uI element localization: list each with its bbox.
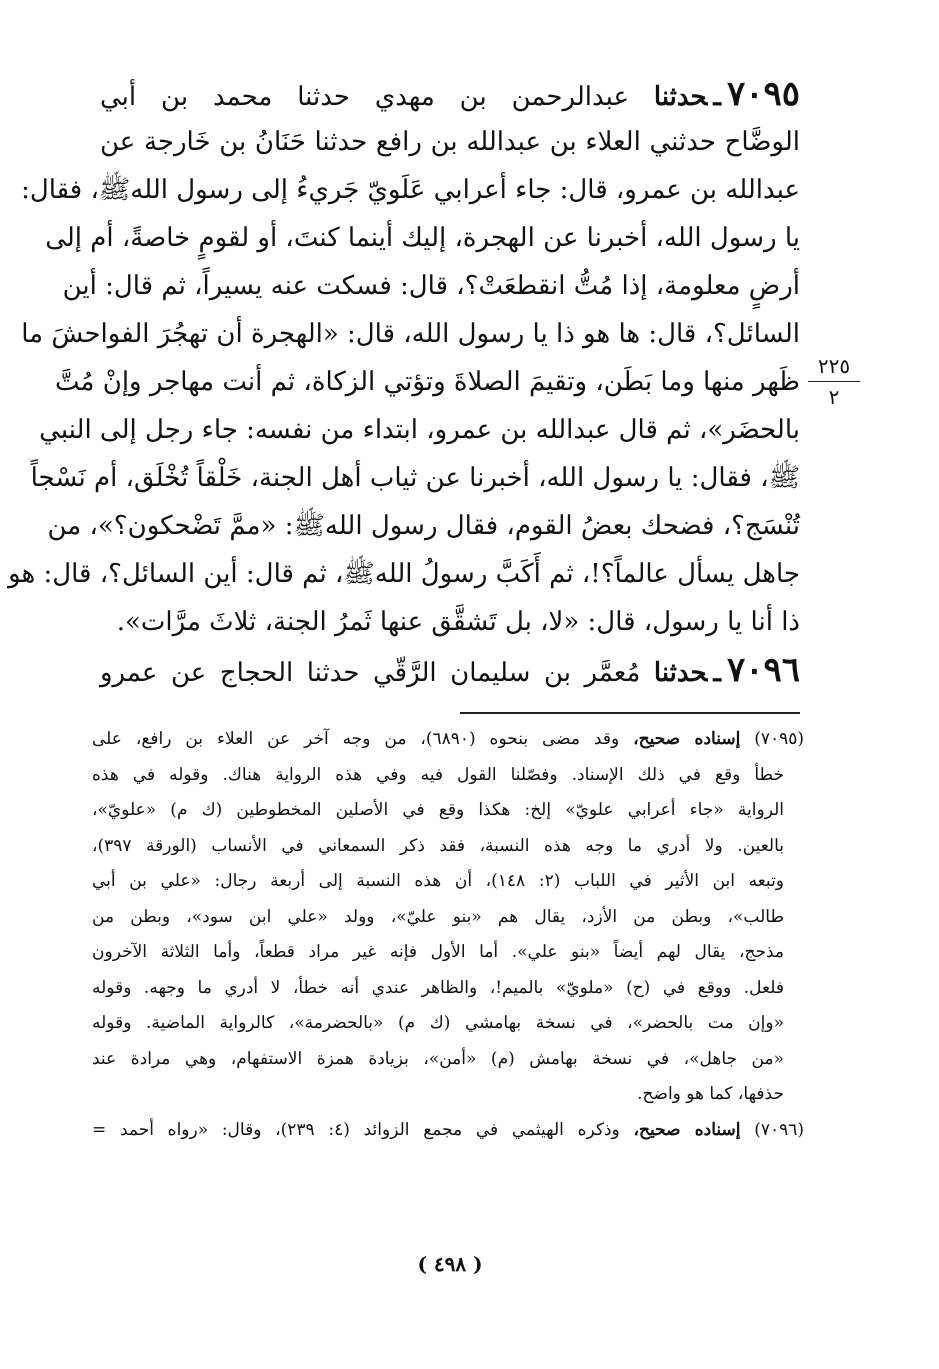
text-line: ﷺ، فقال: يا رسول الله، أخبرنا عن ثياب أهل الجنة، خَلْقاً تُخْلَق، أم نَسْجاً: [30, 463, 800, 493]
text-line: السائل؟، قال: ها هو ذا يا رسول الله، قال: «الهجرة أن تهجُرَ الفواحشَ ما: [21, 319, 800, 349]
hadith-number: ٧٠٩٥: [726, 74, 800, 114]
footnote-line: «من جاهل»، في نسخة بهامش (م) «أمن»، بزيادة همزة الاستفهام، وهي مرادة عند: [92, 1048, 784, 1069]
hadith-dash: ـ: [713, 658, 721, 688]
footnote-line: الرواية «جاء أعرابي علويّ» إلخ: هكذا وقع في الأصلين المخطوطين (ك م) «علويّ»،: [92, 800, 784, 820]
footnote-number: (٧٠٩٦): [754, 1119, 804, 1140]
footnote-line: فلعل. ووقع في (ح) «ملويّ» بالميم!، والظاهر عندي أنه خطأ، لا أدري ما وجهه. وقوله: [92, 977, 784, 998]
margin-part: ٢: [828, 385, 840, 409]
hadith-keyword: حدثنا: [653, 82, 708, 112]
margin-rule: [808, 381, 860, 382]
hadith-dash: ـ: [713, 82, 721, 112]
margin-reference: [808, 353, 860, 410]
page-number: ( ٤٩٨ ): [417, 1252, 483, 1276]
footnote-number: (٧٠٩٥): [754, 729, 805, 749]
footnote-line: حذفها، كما هو واضح.: [637, 1084, 784, 1104]
hadith-text: مُعمَّر بن سليمان الرَّقّي حدثنا الحجاج عن عمرو: [100, 658, 641, 688]
hadith-7096-first-line: [100, 646, 800, 694]
text-line: بالحضَر»، ثم قال عبدالله بن عمرو، ابتداء من نفسه: جاء رجل إلى النبي: [39, 415, 800, 445]
hadith-keyword: حدثنا: [653, 658, 708, 688]
footnote-line: طالب»، وبطن من الأزد، يقال هم «بنو عليّ»، وولد «علي ابن سود»، وبطن من: [92, 906, 784, 927]
text-line: يا رسول الله، أخبرنا عن الهجرة، إليك أينما كنتَ، أو لقومٍ خاصةً، أم إلى: [45, 223, 800, 253]
hadith-number: ٧٠٩٦: [726, 650, 800, 690]
footnote-text: وذكره الهيثمي في مجمع الزوائد (٤: ٢٣٩)، وقال: «رواه أحمد =: [92, 1119, 620, 1140]
footnote-text: وقد مضى بنحوه (٦٨٩٠)، من وجه آخر عن العلاء بن رافع، على: [92, 729, 620, 749]
footnote-grade: إسناده صحيح،: [633, 1119, 741, 1140]
footnote-7096-first-line: [92, 1113, 804, 1149]
hadith-7095-first-line: [100, 70, 800, 118]
footnote-7095-first-line: [92, 722, 804, 758]
text-line: ظَهر منها وما بَطَن، وتقيمَ الصلاةَ وتؤتي الزكاة، ثم أنت مهاجر وإنْ مُتَّ: [55, 367, 800, 397]
footnote-line: «وإن مت بالحضر»، في نسخة بهامشي (ك م) «بالحضرمة»، كالرواية الماضية. وقوله: [92, 1013, 784, 1033]
text-line: الوضَّاح حدثني العلاء بن عبدالله بن رافع حدثنا حَنَانُ بن خَارجة عن: [100, 127, 800, 157]
text-line: ذا أنا يا رسول، قال: «لا، بل تَشقَّق عنها ثَمرُ الجنة، ثلاثَ مرَّات».: [116, 607, 800, 637]
hadith-text: عبدالرحمن بن مهدي حدثنا محمد بن أبي: [100, 82, 629, 112]
text-line: عبدالله بن عمرو، قال: جاء أعرابي عَلَويّ جَريءُ إلى رسول اللهﷺ، فقال:: [21, 175, 800, 205]
footnote-line: خطأ وقع في ذلك الإسناد. وفصّلنا القول فيه وفي هذه الرواية هناك. وقوله في هذه: [92, 764, 784, 785]
text-line: أرضٍ معلومة، إذا مُتُّ انقطعَتْ؟، قال: فسكت عنه يسيراً، ثم قال: أين: [62, 271, 800, 301]
margin-volume-page: ٢٢٥: [817, 354, 851, 378]
footnote-line: بالعين. ولا أدري ما وجه هذه النسبة، فقد ذكر السمعاني في الأنساب (الورقة ٣٩٧)،: [92, 835, 784, 856]
footnotes: [92, 722, 804, 1148]
footnote-line: وتبعه ابن الأثير في اللباب (٢: ١٤٨)، أن هذه النسبة إلى أربعة رجال: «علي بن أبي: [92, 871, 785, 891]
text-line: تُنْسَج؟، فضحك بعضُ القوم، فقال رسول اللهﷺ: «ممَّ تَضْحكون؟»، من: [47, 511, 800, 541]
footnote-grade: إسناده صحيح،: [633, 729, 741, 749]
text-line: جاهل يسأل عالماً؟!، ثم أَكَبَّ رسولُ اللهﷺ، ثم قال: أين السائل؟، قال: هو: [8, 559, 800, 589]
footnote-divider: [460, 712, 800, 714]
footnote-line: مذحج، يقال لهم أيضاً «بنو علي». أما الأول فإنه غير مراد قطعاً، وأما الثلاثة الآخرون: [92, 942, 784, 962]
main-text: [8, 70, 800, 694]
